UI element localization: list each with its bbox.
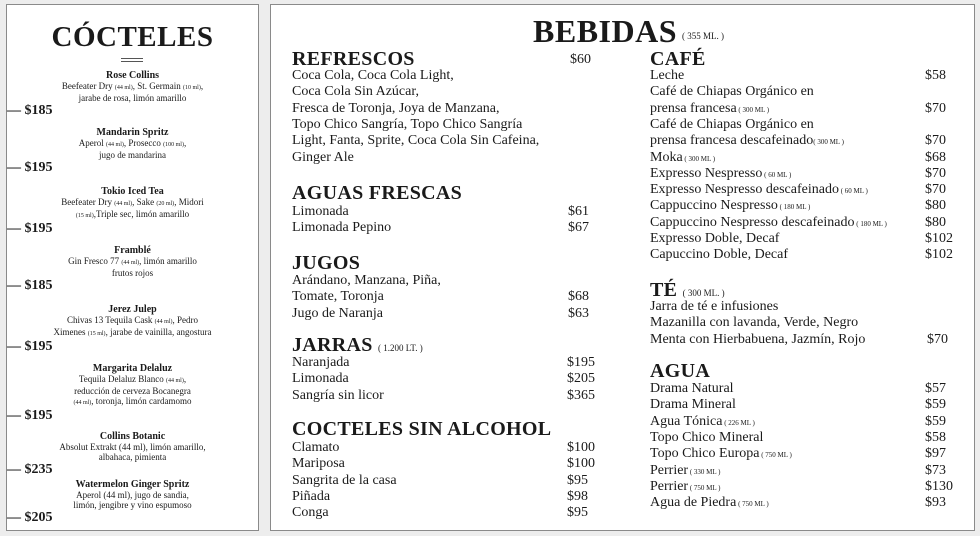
cocteles-title: CÓCTELES [51, 21, 214, 53]
agua-item-price: $59 [925, 397, 946, 413]
jugos-item-price: $68 [568, 289, 589, 305]
jarras-item-name: Limonada [292, 371, 349, 387]
cafe-item-size: ( 60 ML ) [762, 170, 792, 179]
jarras-item-price: $205 [567, 371, 595, 387]
jarras-item-price: $195 [567, 355, 595, 370]
cocteles-panel [6, 4, 259, 531]
cafe-item-name: Capuccino Doble, Decaf [650, 247, 788, 263]
cafe-item-price: $58 [925, 68, 946, 83]
cafe-item-name: Leche [650, 68, 685, 83]
sin-alcohol-item-name: Conga [292, 505, 329, 521]
cocktail-ingredients: Ximenes (15 ml), jarabe de vainilla, angostura [53, 327, 212, 337]
section-refrescos-title: REFRESCOS [292, 48, 415, 70]
cocktail-name: Collins Botanic [99, 431, 166, 442]
agua-item-name: Drama Mineral [650, 397, 736, 413]
jugos-item-name: Jugo de Naranja [292, 305, 383, 321]
sin-alcohol-item-name: Sangrita de la casa [292, 472, 397, 488]
cocktail-ingredients: Aperol (44 ml), jugo de sandia, [76, 490, 189, 500]
sin-alcohol-item-price: $98 [567, 488, 588, 504]
agua-item-name: Perrier ( 330 ML ) [650, 462, 721, 478]
cocktail-price: — $185 [7, 278, 53, 293]
cocktail-item [7, 127, 258, 175]
cocktail-name: Mandarin Spritz [96, 127, 169, 138]
te-item-name: Mazanilla con lavanda, Verde, Negro [650, 315, 859, 331]
cafe-item-size: ( 300 ML ) [682, 154, 716, 163]
cafe-item-price: $70 [925, 165, 946, 181]
agua-item-name: Topo Chico Europa ( 750 ML ) [650, 446, 792, 462]
cocktail-ingredients: frutos rojos [111, 268, 154, 278]
measure: (10 ml) [182, 85, 201, 91]
cocktail-ingredients: Beefeater Dry (44 ml), Sake (20 ml), Midori [61, 197, 204, 207]
cocktail-price: — $185 [7, 103, 53, 118]
agua-item-size: ( 330 ML ) [688, 467, 721, 476]
aguas-item-price: $61 [568, 204, 589, 219]
cocktail-item [7, 304, 258, 354]
cocktail-ingredients: limón, jengibre y vino espumoso [73, 500, 192, 510]
cafe-item-name: Café de Chiapas Orgánico en [650, 84, 814, 100]
cafe-item-name: Expresso Doble, Decaf [650, 231, 780, 246]
cafe-item-name: Moka ( 300 ML ) [650, 149, 716, 165]
sin-alcohol-item-name: Mariposa [292, 456, 345, 472]
refrescos-line: Light, Fanta, Sprite, Coca Cola Sin Cafeina, [292, 133, 540, 149]
agua-item-name: Agua de Piedra ( 750 ML ) [650, 495, 769, 511]
agua-item-price: $97 [925, 446, 946, 462]
cafe-item-size: ( 180 ML ) [777, 203, 811, 212]
cafe-item-size: ( 300 ML ) [813, 138, 844, 147]
measure: (44 ml) [114, 201, 133, 207]
cocktail-ingredients: Chivas 13 Tequila Cask (44 ml), Pedro [66, 315, 199, 325]
cocktail-ingredients: albahaca, pimienta [98, 452, 167, 462]
section-jugos-title: JUGOS [292, 252, 361, 274]
cocktail-price: — $195 [7, 339, 53, 354]
cocktail-price: — $195 [7, 221, 53, 236]
measure: (15 ml) [75, 213, 94, 219]
cocktail-price: — $195 [7, 408, 53, 423]
jarras-item-name: Naranjada [292, 355, 350, 370]
refrescos-line: Ginger Ale [292, 149, 354, 165]
cocktail-ingredients: Tequila Delaluz Blanco (44 ml), [78, 374, 187, 384]
cocktail-name: Margarita Delaluz [92, 363, 173, 374]
measure: (100 ml) [163, 142, 184, 148]
jarras-title-text: JARRAS [292, 334, 373, 356]
cafe-item-name: Expresso Nespresso descafeinado ( 60 ML ) [650, 182, 868, 198]
refrescos-line: Topo Chico Sangría, Topo Chico Sangría [292, 116, 523, 132]
te-title-text: TÉ [650, 279, 678, 301]
cocktail-item [7, 245, 258, 293]
agua-item-size: ( 750 ML ) [736, 500, 769, 509]
cocktail-price: — $195 [7, 160, 53, 175]
refrescos-line: Coca Cola Sin Azúcar, [292, 84, 419, 100]
measure: (15 ml) [87, 331, 106, 337]
section-agua-title: AGUA [650, 360, 711, 382]
cocktail-ingredients: reducción de cerveza Bocanegra [74, 386, 191, 396]
cafe-item-size: ( 180 ML ) [854, 219, 887, 228]
cafe-item-price: $70 [925, 100, 946, 116]
cocktail-item [7, 70, 258, 118]
cocktail-ingredients: Aperol (44 ml), Prosecco (100 ml), [78, 138, 187, 148]
sin-alcohol-item-price: $100 [567, 440, 595, 455]
measure: (44 ml) [154, 319, 173, 325]
jugos-item-name: Arándano, Manzana, Piña, [292, 273, 441, 288]
sin-alcohol-item-price: $95 [567, 472, 588, 488]
measure: (44 ml) [106, 142, 124, 148]
agua-item-price: $130 [925, 478, 953, 494]
section-cafe-title: CAFÉ [650, 48, 706, 70]
cafe-item-name: prensa francesa ( 300 ML ) [650, 100, 770, 116]
section-sin-alcohol-title: COCTELES SIN ALCOHOL [292, 418, 552, 440]
cocktail-item [7, 363, 258, 423]
section-aguas-frescas-title: AGUAS FRESCAS [292, 182, 463, 204]
cafe-item-price: $68 [925, 149, 946, 165]
cocktail-name: Rose Collins [105, 70, 160, 81]
aguas-item-name: Limonada Pepino [292, 220, 392, 236]
cafe-item-name: Cappuccino Nespresso ( 180 ML ) [650, 198, 811, 214]
cocktail-name: Watermelon Ginger Spritz [75, 479, 190, 490]
cocktail-ingredients: jugo de mandarina [99, 150, 166, 160]
cocktail-ingredients: Beefeater Dry (44 ml), St. Germain (10 ml), [61, 81, 204, 91]
cocktail-item [7, 186, 258, 236]
cafe-item-name: prensa francesa descafeinado( 300 ML ) [650, 133, 844, 149]
cafe-item-name: Café de Chiapas Orgánico en [650, 116, 814, 132]
cafe-item-name: Cappuccino Nespresso descafeinado ( 180 ML ) [650, 214, 887, 230]
aguas-item-name: Limonada [292, 204, 349, 219]
cocktail-ingredients: (15 ml),Triple sec, limón amarillo [75, 209, 190, 219]
jarras-item-name: Sangría sin licor [292, 387, 384, 403]
cafe-item-price: $80 [925, 198, 946, 214]
cafe-item-size: ( 300 ML ) [736, 105, 770, 114]
cocktail-name: Jerez Julep [108, 304, 157, 315]
te-item-price: $70 [927, 331, 948, 347]
jugos-item-price: $63 [568, 305, 589, 321]
cafe-item-price: $70 [925, 182, 946, 198]
agua-item-price: $73 [925, 462, 946, 478]
sin-alcohol-item-name: Piñada [292, 488, 331, 504]
cocktail-name: Tokio Iced Tea [101, 186, 164, 197]
agua-item-name: Drama Natural [650, 381, 734, 396]
cafe-item-price: $80 [925, 214, 946, 230]
measure: (44 ml) [114, 85, 133, 91]
agua-item-price: $93 [925, 495, 946, 511]
cafe-item-size: ( 60 ML ) [838, 187, 868, 196]
title-rule [121, 58, 143, 59]
sin-alcohol-item-name: Clamato [292, 440, 340, 455]
cocktail-ingredients: jarabe de rosa, limón amarillo [78, 93, 187, 103]
te-item-name: Menta con Hierbabuena, Jazmín, Rojo [650, 331, 866, 347]
cafe-item-price: $102 [925, 231, 953, 246]
cocktail-item [7, 479, 258, 525]
measure: (44 ml) [73, 400, 92, 406]
measure: (44 ml) [121, 260, 140, 266]
jarras-note: ( 1.200 LT. ) [378, 343, 423, 353]
jarras-item-price: $365 [567, 387, 595, 403]
cocktail-name: Framblé [114, 245, 151, 256]
agua-item-price: $57 [925, 381, 946, 396]
cafe-item-name: Expresso Nespresso ( 60 ML ) [650, 165, 792, 181]
cafe-item-price: $70 [925, 133, 946, 149]
title-rule [121, 61, 143, 62]
jugos-item-name: Tomate, Toronja [292, 289, 384, 305]
agua-item-name: Agua Tónica ( 226 ML ) [650, 413, 755, 429]
refrescos-price: $60 [570, 52, 591, 67]
sin-alcohol-item-price: $100 [567, 456, 595, 472]
te-item-name: Jarra de té e infusiones [650, 299, 779, 314]
agua-item-price: $58 [925, 429, 946, 445]
refrescos-line: Coca Cola, Coca Cola Light, [292, 68, 454, 83]
cocktail-ingredients: Gin Fresco 77 (44 ml), limón amarillo [68, 256, 197, 266]
cocktail-price: — $205 [7, 510, 53, 525]
agua-item-name: Perrier ( 750 ML ) [650, 478, 721, 494]
measure: (20 ml) [156, 201, 175, 207]
te-note: ( 300 ML. ) [682, 288, 725, 298]
cocktail-price: — $235 [7, 462, 53, 477]
agua-item-price: $59 [925, 413, 946, 429]
cocktail-item [7, 431, 258, 477]
cocktail-ingredients: Absolut Extrakt (44 ml), limón amarillo, [59, 442, 206, 452]
refrescos-line: Fresca de Toronja, Joya de Manzana, [292, 100, 500, 116]
sin-alcohol-item-price: $95 [567, 505, 588, 521]
bebidas-panel [270, 4, 975, 531]
bebidas-subtitle: ( 355 ML. ) [682, 31, 724, 41]
agua-item-size: ( 750 ML ) [759, 451, 792, 460]
cafe-item-price: $102 [925, 247, 953, 263]
agua-item-size: ( 750 ML ) [688, 483, 721, 492]
aguas-item-price: $67 [568, 220, 589, 236]
agua-item-name: Topo Chico Mineral [650, 429, 764, 445]
agua-item-size: ( 226 ML ) [722, 418, 755, 427]
cocktail-ingredients: (44 ml), toronja, limón cardamomo [73, 396, 192, 406]
measure: (44 ml) [166, 378, 184, 384]
bebidas-title: BEBIDAS [533, 13, 677, 49]
